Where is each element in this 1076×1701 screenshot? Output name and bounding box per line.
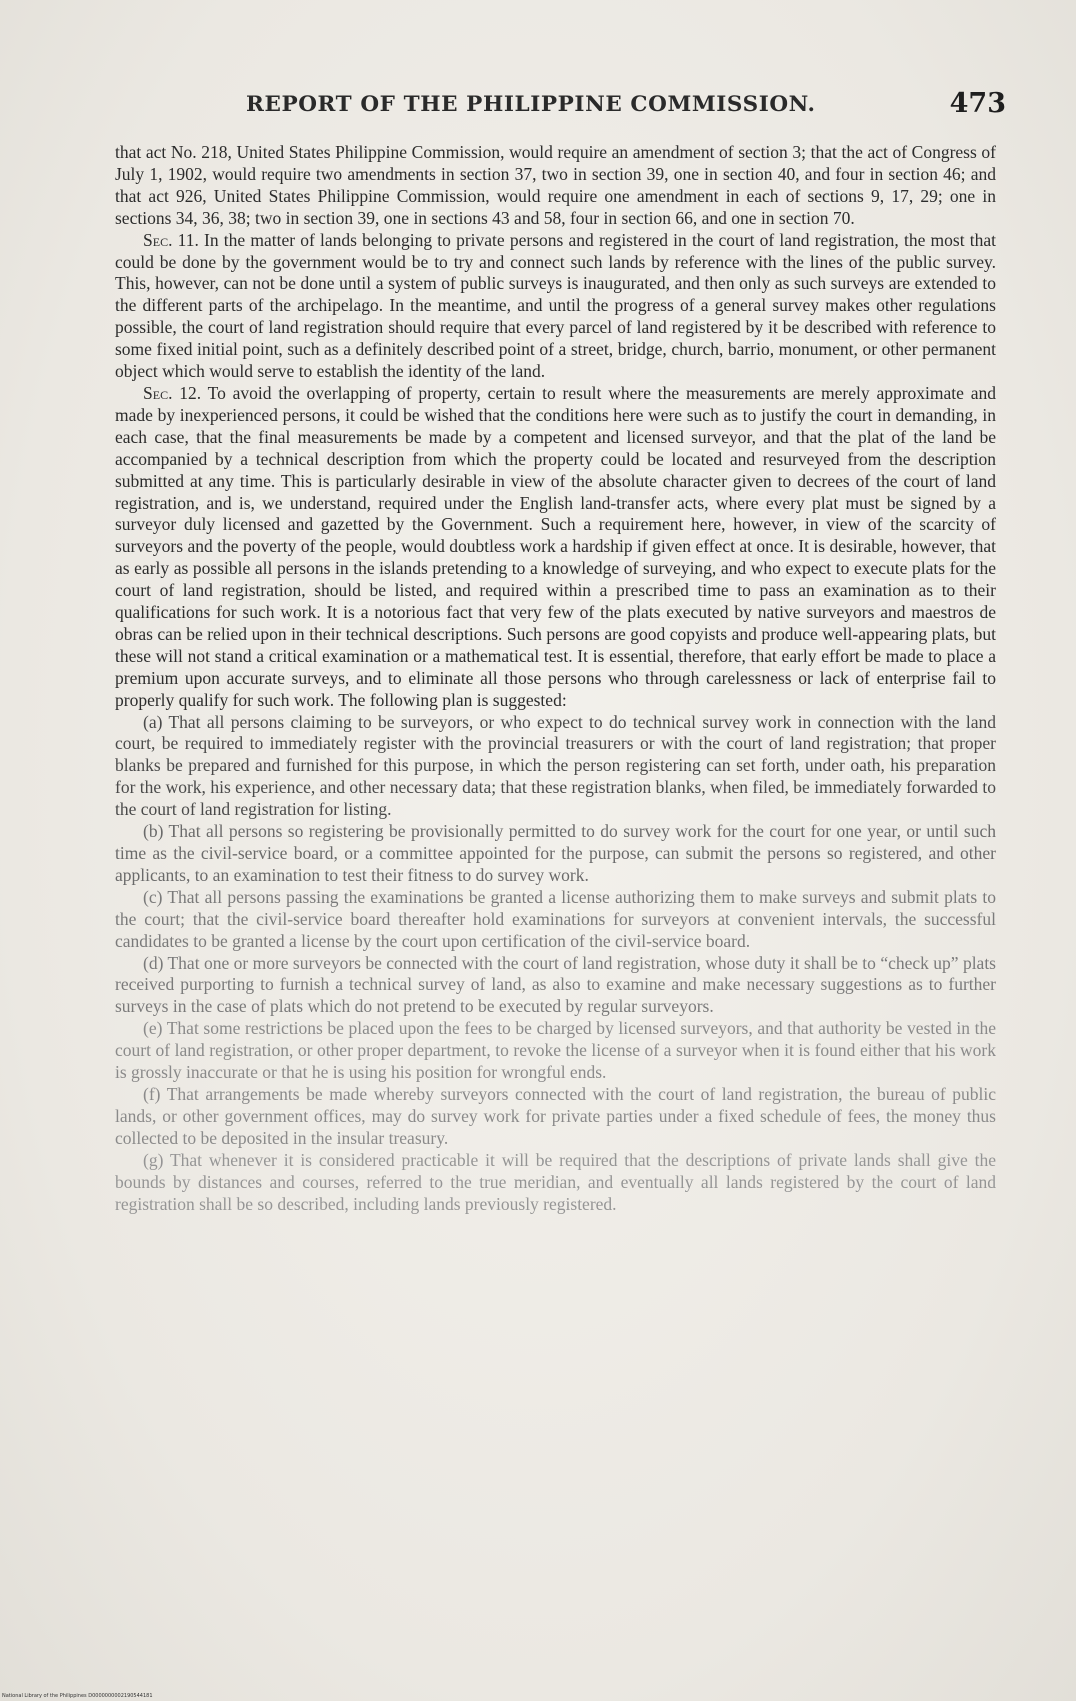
paragraph-text: That arrangements be made whereby surveyors connected with the court of land registration, the bureau of public lands, or other government offices, may do survey work for private parties under a fixed schedule of fees, the money thus collected to be deposited in the insular treasury. (115, 1083, 996, 1148)
page-header (246, 88, 1006, 126)
item-label: (e) (143, 1018, 163, 1039)
item-label: (a) (143, 711, 163, 732)
paragraph-item-f (115, 1084, 996, 1150)
paragraph-item-g (115, 1150, 996, 1216)
paragraph-item-b (115, 821, 996, 887)
paragraph-text: To avoid the overlapping of property, certain to result where the measurements are merely approximate and made by inexperienced persons, it could be wished that the conditions here were such as to justify the court in demanding, in each case, that the final measurements be made by a competent and licensed surveyor, and that the plat of the land be accompanied by a technical description from which the property could be located and resurveyed from the description submitted at any time. This is particularly desirable in view of the absolute character given to decrees of the court of land registration, and is, we understand, required under the English land-transfer acts, where every plat must be signed by a surveyor duly licensed and gazetted by the Government. Such a requirement here, however, in view of the scarcity of surveyors and the poverty of the people, would doubtless work a hardship if given effect at once. It is desirable, however, that as early as possible all persons in the islands pretending to a knowledge of surveying, and who expect to execute plats for the court of land registration, should be listed, and required within a prescribed time to pass an examination as to their qualifications for such work. It is a notorious fact that very few of the plats executed by native surveyors and maestros de obras can be relied upon in their technical descriptions. Such persons are good copyists and produce well-appearing plats, but these will not stand a critical examination or a mathematical test. It is essential, therefore, that early effort be made to place a premium upon accurate surveys, and to eliminate all those persons who through carelessness or lack of enterprise fail to properly qualify for such work. The following plan is suggested: (115, 382, 996, 710)
paragraph-text: That all persons so registering be provisionally permitted to do survey work for the court for one year, or until such time as the civil-service board, or a committee appointed for the purpose, can submit the persons so registered, and other applicants, to an examination to test their fitness to do survey work. (115, 821, 996, 885)
paragraph-text: That all persons claiming to be surveyors, or who expect to do technical survey work in connection with the land court, be required to immediately register with the provincial treasurers or with the court of land registration; that proper blanks be prepared and furnished for this purpose, in which the person registering can set forth, under oath, his preparation for the work, his experience, and other necessary data; that these registration blanks, when filed, be immediately forwarded to the court of land registration for listing. (115, 711, 996, 820)
section-label: Sec. 11. (143, 229, 199, 250)
body-text (115, 142, 996, 1215)
item-label: (f) (143, 1083, 161, 1104)
item-label: (b) (143, 821, 164, 842)
paragraph-continuation (115, 142, 996, 230)
paragraph-sec-11 (115, 230, 996, 383)
item-label: (c) (143, 886, 163, 907)
page-number: 473 (949, 88, 1006, 119)
section-label: Sec. 12. (143, 382, 202, 403)
paragraph-text: that act No. 218, United States Philippine Commission, would require an amendment of section 3; that the act of Congress of July 1, 1902, would require two amendments in section 37, two in section 39, one in section 40, and four in section 46; and that act 926, United States Philippine Commission, would require one amendment in each of sections 9, 17, 29; one in sections 34, 36, 38; two in section 39, one in sections 43 and 58, four in section 66, and one in section 70. (115, 142, 996, 228)
running-title: REPORT OF THE PHILIPPINE COMMISSION. (246, 92, 816, 117)
item-label: (g) (143, 1149, 164, 1170)
paragraph-text: That one or more surveyors be connected with the court of land registration, whose duty it shall be to “check up” plats received purporting to furnish a technical survey of land, as also to examine and make necessary suggestions as to further surveys in the case of plats which do not pretend to be executed by regular surveyors. (115, 952, 996, 1017)
paragraph-sec-12 (115, 383, 996, 712)
paragraph-item-a (115, 712, 996, 822)
paragraph-item-d (115, 953, 996, 1019)
paragraph-text: In the matter of lands belonging to private persons and registered in the court of land registration, the most that could be done by the government would be to try and connect such lands by reference with the lines of the public survey. This, however, can not be done until a system of public surveys is inaugurated, and then only as such surveys are extended to the different parts of the archipelago. In the meantime, and until the progress of a general survey makes other regulations possible, the court of land registration should require that every parcel of land registered by it be described with reference to some fixed initial point, such as a definitely described point of a street, bridge, church, barrio, monument, or other permanent object which would serve to establish the identity of the land. (115, 229, 996, 382)
paragraph-text: That some restrictions be placed upon the fees to be charged by licensed surveyors, and that authority be vested in the court of land registration, or other proper department, to revoke the license of a surveyor when it is found either that his work is grossly inaccurate or that he is using his position for wrongful ends. (115, 1018, 996, 1083)
item-label: (d) (143, 952, 164, 973)
paragraph-item-c (115, 887, 996, 953)
scan-credit: National Library of the Philippines D0000000002190544181 (2, 1693, 153, 1699)
paragraph-text: That all persons passing the examinations be granted a license authorizing them to make surveys and submit plats to the court; that the civil-service board thereafter hold examinations for surveyors at convenient intervals, the successful candidates to be granted a license by the court upon certification of the civil-service board. (115, 886, 996, 951)
paragraph-item-e (115, 1018, 996, 1084)
paragraph-text: That whenever it is considered practicable it will be required that the descriptions of private lands shall give the bounds by distances and courses, referred to the true meridian, and eventually all lands registered by the court of land registration shall be so described, including lands previously registered. (115, 1149, 996, 1214)
